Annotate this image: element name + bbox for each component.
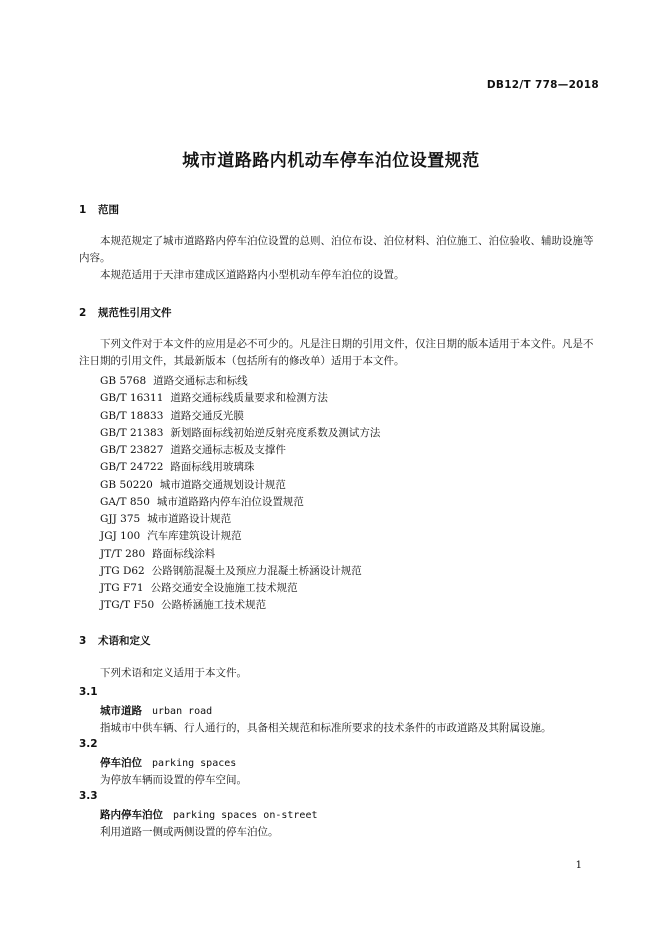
reference-code: GB/T 23827 (100, 444, 164, 456)
section-title: 规范性引用文件 (98, 307, 172, 319)
reference-code: JT/T 280 (100, 547, 146, 560)
reference-title: 城市道路交通规划设计规范 (159, 478, 286, 491)
reference-title: 新划路面标线初始逆反射亮度系数及测试方法 (170, 426, 381, 439)
standard-number: DB12/T 778—2018 (486, 79, 599, 91)
term-zh: 停车泊位 (100, 757, 142, 769)
paragraph: 本规范规定了城市道路路内停车泊位设置的总则、泊位布设、泊位材料、泊位施工、泊位验收、辅助设施等内容。 (79, 235, 594, 264)
term-zh: 城市道路 (100, 705, 142, 717)
reference-title: 路面标线涂料 (152, 547, 216, 560)
reference-item (100, 373, 380, 390)
reference-item (100, 494, 380, 511)
reference-title: 公路交通安全设施施工技术规范 (150, 582, 298, 594)
reference-title: 公路桥涵施工技术规范 (161, 599, 267, 612)
paragraph: 本规范适用于天津市建成区道路路内小型机动车停车泊位的设置。 (100, 269, 405, 281)
term-en: urban road (152, 706, 213, 717)
section-1-heading (79, 202, 119, 217)
term-heading (100, 703, 212, 718)
reference-title: 道路交通标志和标线 (153, 375, 248, 387)
term-definition: 为停放车辆而设置的停车空间。 (100, 774, 247, 786)
reference-code: GA/T 850 (100, 495, 150, 508)
section-number: 2 (79, 307, 87, 319)
reference-code: GB/T 24722 (100, 461, 164, 474)
term-heading (100, 755, 236, 770)
reference-code: GB/T 16311 (100, 392, 164, 405)
normative-references-list (100, 373, 380, 615)
document-title: 城市道路路内机动车停车泊位设置规范 (182, 151, 480, 171)
reference-title: 城市道路设计规范 (147, 513, 232, 525)
section-3-intro: 下列术语和定义适用于本文件。 (100, 667, 247, 679)
reference-item (100, 563, 380, 580)
reference-code: JTG D62 (100, 564, 145, 577)
term-number: 3.2 (79, 738, 98, 750)
reference-title: 公路钢筋混凝土及预应力混凝土桥涵设计规范 (151, 564, 362, 577)
reference-item (100, 597, 380, 614)
reference-item (100, 459, 380, 476)
reference-item (100, 528, 380, 545)
reference-code: JTG F71 (100, 582, 144, 594)
reference-code: GB 50220 (100, 478, 153, 491)
term-definition: 利用道路一侧或两侧设置的停车泊位。 (100, 826, 279, 838)
section-1-body (79, 233, 600, 284)
reference-code: GB 5768 (100, 375, 147, 387)
section-2-intro: 下列文件对于本文件的应用是必不可少的。凡是注日期的引用文件，仅注日期的版本适用于本文件。凡是不注日期的引用文件，其最新版本（包括所有的修改单）适用于本文件。 (79, 338, 594, 367)
term-heading (100, 807, 318, 822)
reference-item (100, 580, 380, 597)
reference-item (100, 390, 380, 407)
section-3-heading (79, 633, 151, 648)
reference-code: GB/T 21383 (100, 426, 164, 439)
term-en: parking spaces on-street (173, 810, 318, 821)
reference-title: 道路交通标志板及支撑件 (170, 444, 286, 456)
reference-title: 汽车库建筑设计规范 (147, 530, 242, 543)
reference-item (100, 408, 380, 425)
reference-title: 城市道路路内停车泊位设置规范 (156, 495, 304, 508)
term-definition: 指城市中供车辆、行人通行的，具备相关规范和标准所要求的技术条件的市政道路及其附属设施。 (100, 722, 552, 734)
reference-code: JTG/T F50 (100, 599, 155, 612)
term-number: 3.1 (79, 686, 98, 698)
term-en: parking spaces (152, 758, 237, 769)
reference-code: JGJ 100 (100, 530, 141, 543)
section-number: 3 (79, 635, 87, 647)
reference-code: GB/T 18833 (100, 409, 164, 422)
reference-item (100, 511, 380, 528)
section-title: 术语和定义 (98, 635, 151, 647)
reference-title: 道路交通反光膜 (170, 409, 244, 422)
reference-title: 道路交通标线质量要求和检测方法 (170, 392, 328, 405)
section-2-heading (79, 305, 172, 320)
section-number: 1 (79, 204, 87, 216)
term-number: 3.3 (79, 790, 98, 802)
reference-item (100, 546, 380, 563)
reference-item (100, 425, 380, 442)
term-zh: 路内停车泊位 (100, 809, 163, 821)
reference-title: 路面标线用玻璃珠 (170, 461, 255, 474)
reference-item (100, 442, 380, 459)
page-number: 1 (575, 860, 582, 871)
section-title: 范围 (98, 204, 119, 216)
reference-item (100, 477, 380, 494)
reference-code: GJJ 375 (100, 513, 141, 525)
